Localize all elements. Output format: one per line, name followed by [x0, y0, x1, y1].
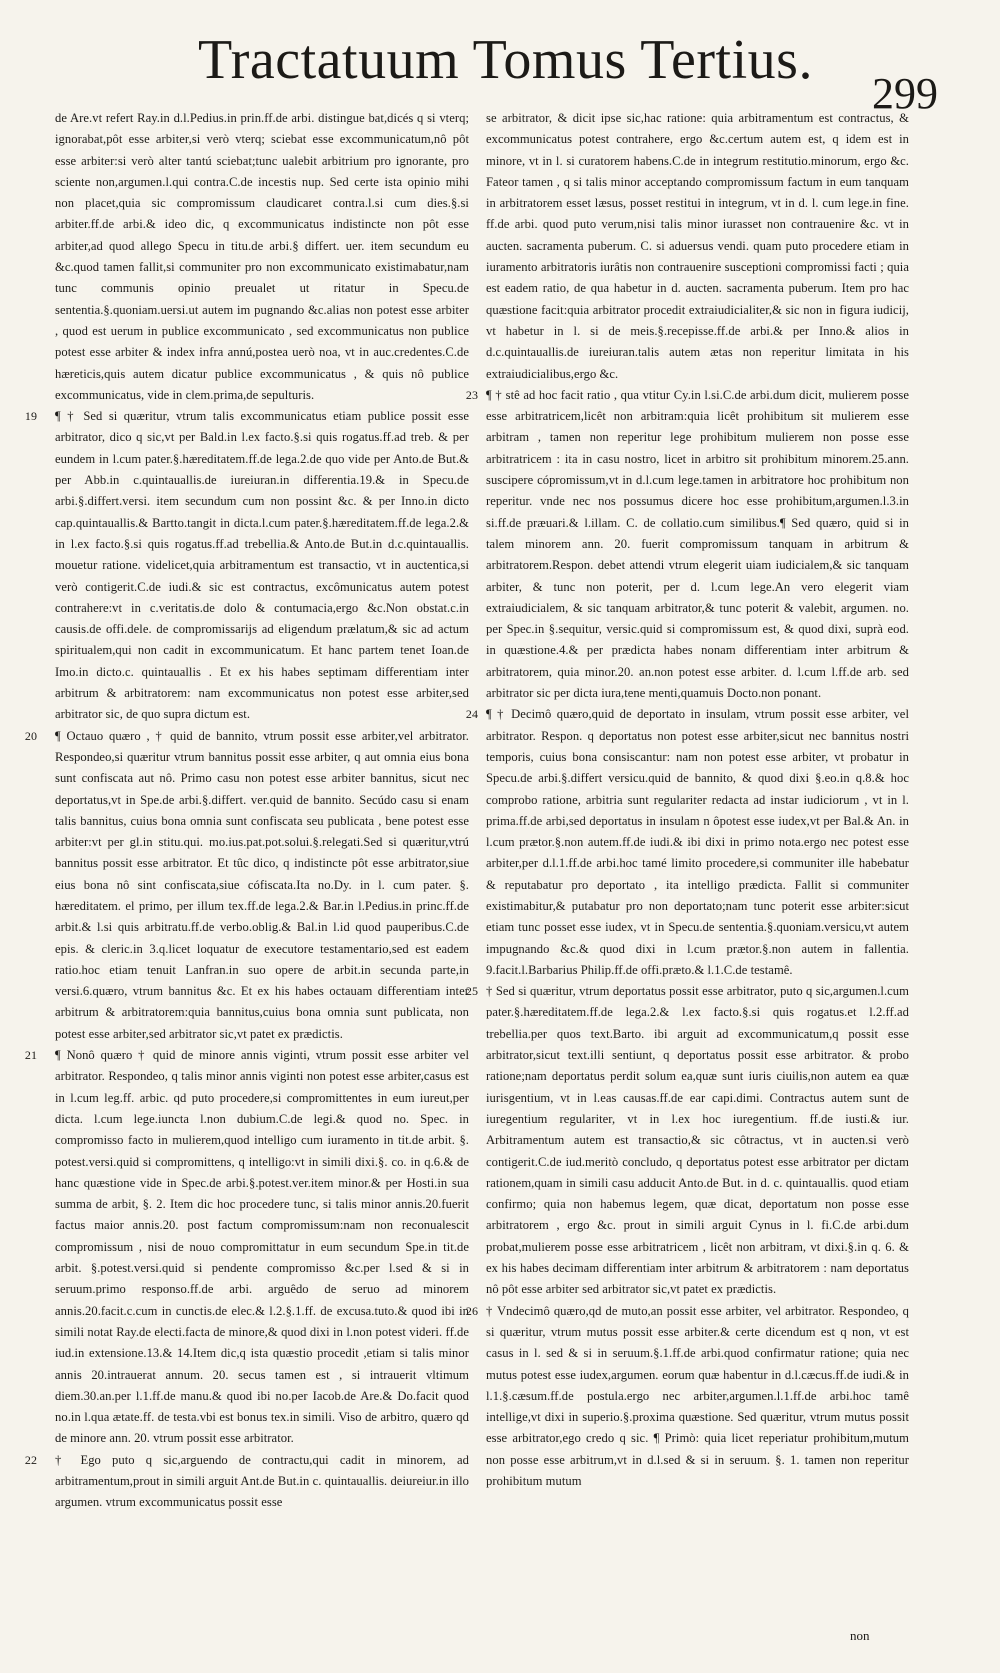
left-text-column [24, 108, 469, 1514]
paragraph-text: † Sed si quæritur, vtrum deportatus possit esse arbitrator, puto q sic,argumen.l.cum pater.§.hæreditatem.ff.de lega.2.& l.ex facto.§.si quis rogatus.et l.2.ff.ad trebellia.per quos text.Barto. ibi arguit ad excommunicatum,q possit esse arbitrator,sicut text.illi sentiunt, q deportatus possit esse arbitrator. & probo ratione;nam deportatus perdit solum ea,quæ sunt iuris ciuilis,non autem ea quæ iurisgentium, vt in l.eas causas.ff.de ear capi.dimi. Contractus autem sunt de iuregentium regulariter, vt in l.ex hoc iuregentium. ff.de iusti.& iur. Arbitramentum autem est transactio,& sic côtractus, vt in aucten.si verò contigerit.C.de iud.meritò concludo, q deportatus potest esse arbitrator per dictam rationem,quam in simili casu adducit Anto.de But. in d. c. quintauallis. quod etiam confirmo; quia non habemus legem, quæ dicat, deportatum non posse esse arbitratorem , ergo &c. prout in simili arguit Cynus in l. fi.C.de arbi.dum probat,mulierem posse esse arbitratricem , licêt non arbitram, vt dixi.§.in q. 6. & ex his habes decimam differentiam inter arbitrum & arbitratorem : nam deportatus nô pôt esse arbiter sed arbitrator sic,vt patet ex prædictis. [486, 984, 909, 1297]
paragraph [24, 726, 469, 1045]
page-number: 299 [872, 69, 938, 118]
marginal-number: 24 [465, 707, 478, 722]
marginal-number: 19 [24, 409, 37, 424]
paragraph [24, 1045, 469, 1450]
paragraph-text: † Vndecimô quæro,qd de muto,an possit esse arbiter, vel arbitrator. Respondeo, q si quæritur, vtrum mutus possit esse arbiter.& certe dicendum est q non, vt est casus in l. sed & si in seruum.§.1.ff.de arbi.quod confirmatur ratione; quia nec mutus potest esse iudex,argumen. eorum quæ habentur in d.l.cæcus.ff.de iudi.& in l.1.§.cæsum.ff.de postula.ergo nec arbiter,argumen.l.1.ff.de arbi.hoc tamê intellige,vt dixi in superio.§.proxima quæstione. Sed quæritur, vtrum mutus possit esse arbitrator,ego credo q sic. ¶ Primò: quia licet reperiatur prohibitum,mutum non posse esse arbitrum,vt in d.l.sed & si in seruum. §. 1. tamen non reperitur prohibitum mutum [486, 1303, 909, 1488]
marginal-number: 22 [24, 1452, 37, 1467]
paragraph [24, 406, 469, 725]
paragraph-text: se arbitrator, & dicit ipse sic,hac ratione: quia arbitramentum est contractus, & excommunicatus potest contrahere, ergo &c.certum autem est, q idem est in minore, vt in l. si curatorem habens.C.de in integrum restitutio.minorum, ergo &c. Fateor tamen , q si talis minor acceptando compromissum factum in eum tanquam in arbitratorem esset læsus, posset restitui in integrum, vt in d. l. cum lege.in fine. ff.de arbi. quod puto verum,nisi talis minor iurasset non contrauenire &c. vt in aucten. sacramenta puberum. C. si aduersus vendi. quam puto procedere etiam in iuramento arbitratoris iurâtis non contrauenire susceptioni compromissi facti ; quia est eadem ratio, de qua habetur in d. aucten. sacramenta puberum. Item pro hac quæstione facit:quia arbitrator procedit extraiudicialiter,& sic non in figura iudicij, vt habetur in l. si de meis.§.recepisse.ff.de arbi.& per Inno.& alios in d.c.quintauallis.de iureiuran.talis autem ætas non reperitur limitata in his extraiudicialibus,ergo &c. [486, 111, 909, 381]
paragraph-text: ¶ Nonô quæro † quid de minore annis viginti, vtrum possit esse arbiter vel arbitrator. Respondeo, q talis minor annis viginti non potest esse arbiter,casus est in l.cum leg.ff. arbic. qd puto procedere,si compromittentes in eum iureut,per dicta. l.cum lege.iuncta l.non dubium.C.de legi.& quod no. Spec. in compromisso facto in mulierem,quod intelligo cum iuramento in tit.de arbit. §. potest.versi.quid si compromittens, q intelligo:vt in simili dixi.§. co. in q.6.& de hanc quæstione vide in Spec.de arbi.§.potest.ver.item minor.& per Hosti.in sua summa de arbit, §. 2. Item dic hoc procedere tunc, si talis minor annis.20.fuerit factus maior annis.20. post factum compromissum:nam non reconualescit compromissum , nisi de nouo compromittatur in eum secundum Spe.in tit.de arbit. §.potest.versi.quid si pendente compromisso &c.per l.sed & si in seruum.primo responso.ff.de arbi. arguêdo de seruo ad minorem annis.20.facit.c.cum in cunctis.de elec.& l.2.§.1.ff. de excusa.tuto.& quod ibi in simili notat Ray.de electi.facta de minore,& quod dixi in l.non potest videri. ff.de iud.in extensione.13.& 14.Item dic,q ista quæstio procedit ,etiam si talis minor annis 20.intrauerat annum. 20. secus tamen est , si intrauerit vltimum diem.30.an.per l.1.ff.de manu.& quod ibi no.per Iacob.de Are.& Do.facit quod no.in l.qua ætate.ff. de testa.vbi est bonus tex.in simili. Viso de arbitro, quæro qd de minore ann. 20. vtrum possit esse arbitrator. [55, 1048, 469, 1446]
paragraph-text: ¶ † Decimô quæro,quid de deportato in insulam, vtrum possit esse arbiter, vel arbitrator. Respon. q deportatus non potest esse arbiter,sicut nec bannitus nostri temporis, cuius bona consiscantur: nam non potest esse arbiter, vt probatur in Specu.de arbi.§.differt versicu.quid de bannito, & quod dixi §.eo.in q.8.& hoc comprobo ratione, arbitria sunt regulariter redacta ad instar iudiciorum , vt in l. prima.ff.de arbi,sed deportatus in insulam n ôpotest esse iudex,vt per Bal.& An. in l.cum prætor.§.non autem.ff.de iudi.& ibi dixi in primo nota.ergo nec potest esse arbiter,per d.l.1.ff.de arbi.hoc tamé limito procedere,si communiter ille habebatur & reputabatur pro deportato , ita intelligo prædicta. Fallit si communiter existimabitur,& putabatur pro non deportato;nam tunc poterit esse arbiter:sicut etiam tunc posset esse iudex, vt in Specu.de sententia.§.quoniam.versicu,vt autem impugnando &c.& quod dixi in l.cum prætor.§.non autem in fallentia. 9.facit.l.Barbarius Philip.ff.de offi.præto.& l.1.C.de testamê. [486, 707, 909, 977]
paragraph-text: ¶ † stê ad hoc facit ratio , qua vtitur Cy.in l.si.C.de arbi.dum dicit, mulierem posse esse arbitratricem,licêt non arbitram:quia licêt prohibitum sit mulierem esse arbitram , tamen non reperitur lege prohibitum mulierem non posse esse arbitratricem : ita in casu nostro, licet in arbitro sit prohibitum minorem.25.ann. suscipere cópromissum,vt in d.l.cum lege.tamen in arbitratore hoc prohibitum non reperitur. vnde nec nos possumus dicere hoc esse prohibitum,argumen.l.3.in si.ff.de præuari.& l.illam. C. de collatio.cum similibus.¶ Sed quæro, quid si in talem minorem ann. 20. fuerit compromissum tanquam in arbitrum & arbitratorem.Respon. debet attendi vtrum elegerit uiam iudicialem,& sic tanquam arbiter, & tunc non poterit, per d. l.cum lege.An vero elegerit viam extraiudicialem, & sic tanquam arbitrator,& tunc poterit & valebit, argumen. no. per Spec.in §.sequitur, versic.quid si compromissum est, & quod dixi, suprà eod. in quæstione.4.& per prædicta habes nonam differentiam inter arbitrum & arbitratorem, quia minor.20. an.non potest esse arbiter. d. l.cum l.ff.de arb. sed arbitrator sic per dicta iura,tene menti,quamuis Docto.non ponant. [486, 387, 909, 701]
paragraph [465, 1301, 909, 1493]
paragraph-text: de Are.vt refert Ray.in d.l.Pedius.in prin.ff.de arbi. distingue bat,dicés q si vterq; ignorabat,pôt esse arbiter,si verò vterq; sciebat esse excommunicatum,nô pôt esse arbiter:si verò alter tantú sciebat;tunc ualebit arbitrium pro ignorante, pro sciente non,argumen.l.qui contra.C.de incestis nup. Sed certe ista opinio mihi non placet,quia sic compromissum claudicaret contra.l.si cum dies.§.si arbiter.ff.de arbi.& ideo dic, q excommunicatus indistincte non pôt esse arbiter,ad quod allego Specu in titu.de arbi.§ differt. uer. item secundum eu &c.quod tamen fallit,si communiter pro non excommunicato existimabatur,nam tunc communis opinio preualet ut ritatur in Specu.de sententia.§.quoniam.uersi.ut autem im pugnando &c.alias non potest esse arbiter , quod est uerum in publice excommunicato , sed excommunicatus non publice potest esse arbiter & index infra annú,postea uerò noa, vt in auc.credentes.C.de hæreticis,quis autem dicatur publice excommunicatus , & quis nô publice excommunicatus, vide in clem.prima,de sepulturis. [55, 111, 469, 402]
running-title: Tractatuum Tomus Tertius. [198, 29, 813, 91]
marginal-number: 21 [24, 1048, 37, 1063]
marginal-number: 25 [465, 984, 478, 999]
paragraph [465, 704, 909, 981]
marginal-number: 20 [24, 728, 37, 743]
paragraph [24, 1450, 469, 1514]
right-text-column [465, 108, 909, 1492]
marginal-number: 26 [465, 1303, 478, 1318]
catchword: non [850, 1628, 870, 1643]
marginal-number: 23 [465, 387, 478, 402]
paragraph [465, 981, 909, 1300]
paragraph [465, 385, 909, 704]
paragraph-text: † Ego puto q sic,arguendo de contractu,qui cadit in minorem, ad arbitramentum,prout in simili arguit Ant.de But.in c. quintauallis. deiureiur.in illo argumen. vtrum excommunicatus possit esse [55, 1452, 469, 1510]
paragraph-text: ¶ Octauo quæro , † quid de bannito, vtrum possit esse arbiter,vel arbitrator. Respondeo,si quæritur vtrum bannitus possit esse arbiter, q aut omnia eius bona sunt confiscata aut nô. Primo casu non potest esse arbiter bannitus, sicut nec deportatus,vt in Spe.de arbi.§.differt. ver.quid de bannito. Secúdo casu si enam talis bannitus, cuius bona omnia sunt confiscata seu publicata , bene potest esse arbiter:vt per gl.in stitu.qui. mo.ius.pat.pot.solui.§.relegati.Sed si quæritur,vtrú bannitus possit esse arbitrator. Et tûc dico, q indistincte pôt esse arbitrator,siue eius bona nô sint confiscata,siue cófiscata.Ita no.Dy. in l. cum pater. §. hæreditatem. el primo, per illum tex.ff.de lega.2.& Bar.in l.Pedius.in princ.ff.de arbit.& l.si quis arbitratu.ff.de verbo.oblig.& Bal.in l.id quod pauperibus.C.de epis. & cleric.in 3.q.licet loquatur de executore testamentario,sed est eadem ratio.hoc etiam tenuit Lanfran.in suo opere de arbit.in secunda parte,in versi.6.quæro, vtrum bannitus &c. Et ex his habes octauam differentiam inter arbitrum & arbitratorem:quia bannitus,cuius bona omnia sunt publicata, non potest esse arbiter,sed arbitrator sic,vt patet ex prædictis. [55, 728, 469, 1041]
paragraph [55, 108, 469, 406]
paragraph [486, 108, 909, 385]
paragraph-text: ¶ † Sed si quæritur, vtrum talis excommunicatus etiam publice possit esse arbitrator, dico q sic,vt per Bald.in l.ex facto.§.si quis rogatus.ff.ad treb. & per eundem in l.cum pater.§.hæreditatem.ff.de lega.2.de quo vide per Anto.de But.& per Abb.in c.quintauallis.de iureiuran.in differentia.19.& in Specu.de arbi.§.differt.versi. item secundum cum non possint &c. & per Inno.in dicto cap.quintauallis.& Bartto.tangit in dicta.l.cum pater.§.hæreditatem.ff.de lega.2.& in l.ex facto.§.si quis rogatus.ff.ad trebellia.& Anto.de But.in d.c.quintauallis. mouetur ratione. videlicet,quia arbitramentum est transactio, vt in auctentica,si verò contigerit.C.de iudi.& sic est contractus, excômunicatus autem potest contrahere:vt in c.veritatis.de dolo & contumacia,ergo &c.Non obstat.c.in causis.de offi.dele. de compromissarijs ad eligendum prælatum,& sic ad actum spiritualem,qui non cadit in excommunicatum. Et hanc partem tenet Ioan.de Imo.in dicto.c. quintauallis . Et ex his habes septimam differentiam inter arbitrum & arbitratorem: nam excommunicatus non potest esse arbiter,sed arbitrator sic, de quo supra dictum est. [55, 409, 469, 722]
